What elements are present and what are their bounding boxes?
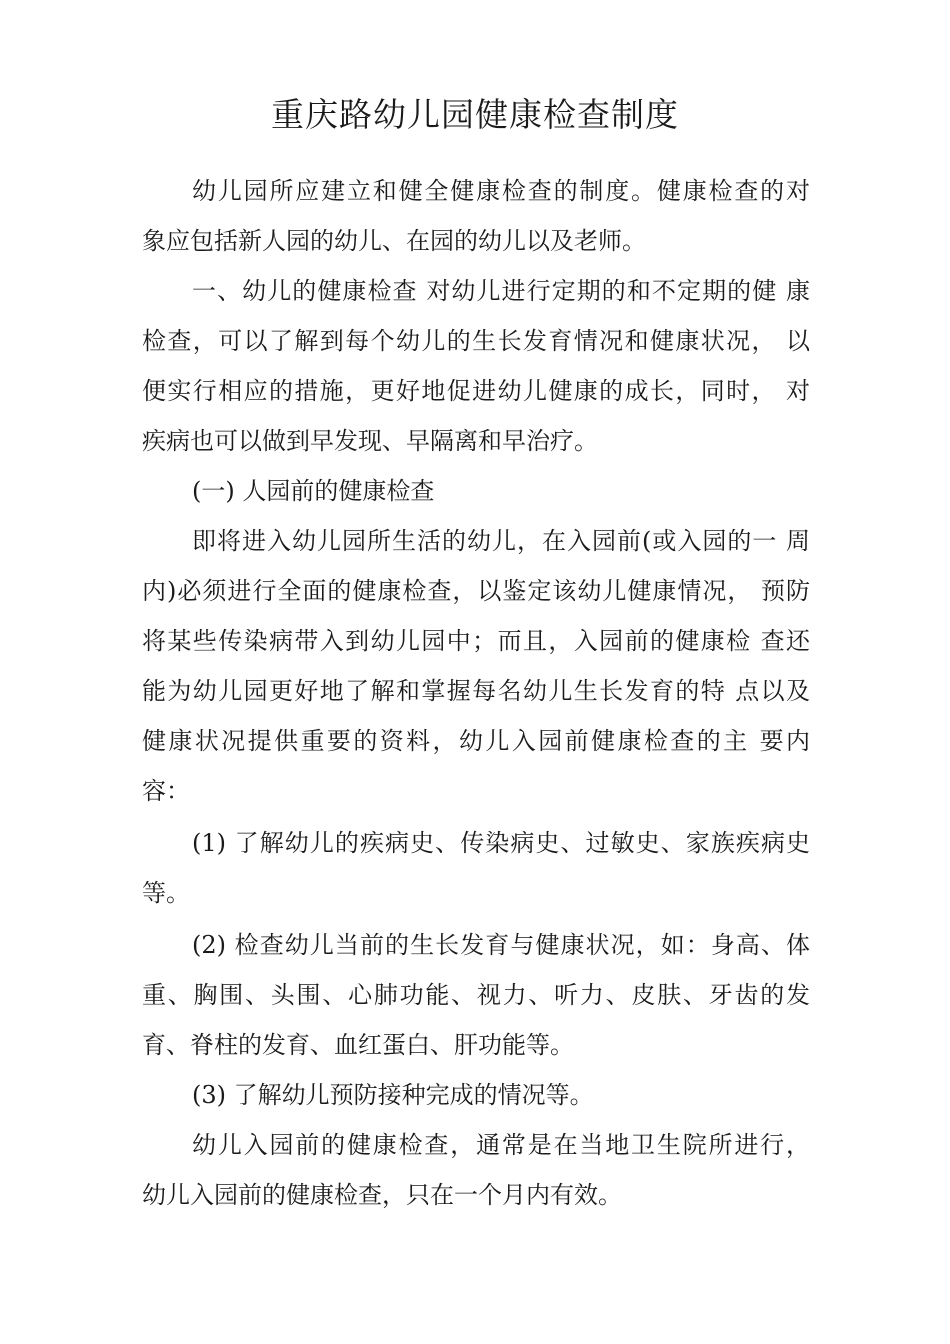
paragraph-line: 内)必须进行全面的健康检查，以鉴定该幼儿健康情况， 预防 bbox=[142, 577, 810, 605]
list-item-line: 育、脊柱的发育、血红蛋白、肝功能等。 bbox=[142, 1031, 574, 1059]
paragraph-line: 健康状况提供重要的资料，幼儿入园前健康检查的主 要内 bbox=[142, 727, 810, 755]
paragraph-line: 检查，可以了解到每个幼儿的生长发育情况和健康状况， 以 bbox=[142, 327, 810, 355]
paragraph-line: 容： bbox=[142, 777, 190, 805]
list-item-line: (3) 了解幼儿预防接种完成的情况等。 bbox=[192, 1081, 594, 1109]
subsection-heading: (一) 人园前的健康检查 bbox=[192, 477, 435, 505]
paragraph-line: 即将进入幼儿园所生活的幼儿，在入园前(或入园的一 周 bbox=[192, 527, 810, 555]
paragraph-line: 疾病也可以做到早发现、早隔离和早治疗。 bbox=[142, 427, 598, 455]
paragraph-line: 幼儿入园前的健康检查，只在一个月内有效。 bbox=[142, 1181, 622, 1209]
paragraph-line: 能为幼儿园更好地了解和掌握每名幼儿生长发育的特 点以及 bbox=[142, 677, 810, 705]
page-title: 重庆路幼儿园健康检查制度 bbox=[271, 95, 679, 134]
paragraph-line: 将某些传染病带入到幼儿园中；而且，入园前的健康检 查还 bbox=[142, 627, 810, 655]
list-item-line: 等。 bbox=[142, 879, 190, 907]
list-item-line: (1) 了解幼儿的疾病史、传染病史、过敏史、家族疾病史 bbox=[192, 829, 810, 857]
section-heading-line: 一、幼儿的健康检查 对幼儿进行定期的和不定期的健 康 bbox=[192, 277, 810, 305]
paragraph-line: 便实行相应的措施，更好地促进幼儿健康的成长，同时， 对 bbox=[142, 377, 810, 405]
paragraph-line: 象应包括新人园的幼儿、在园的幼儿以及老师。 bbox=[142, 227, 646, 255]
paragraph-line: 幼儿园所应建立和健全健康检查的制度。健康检查的对 bbox=[192, 177, 810, 205]
list-item-line: (2) 检查幼儿当前的生长发育与健康状况，如：身高、体 bbox=[192, 931, 810, 959]
paragraph-line: 幼儿入园前的健康检查，通常是在当地卫生院所进行， bbox=[192, 1131, 810, 1159]
list-item-line: 重、胸围、头围、心肺功能、视力、听力、皮肤、牙齿的发 bbox=[142, 981, 810, 1009]
